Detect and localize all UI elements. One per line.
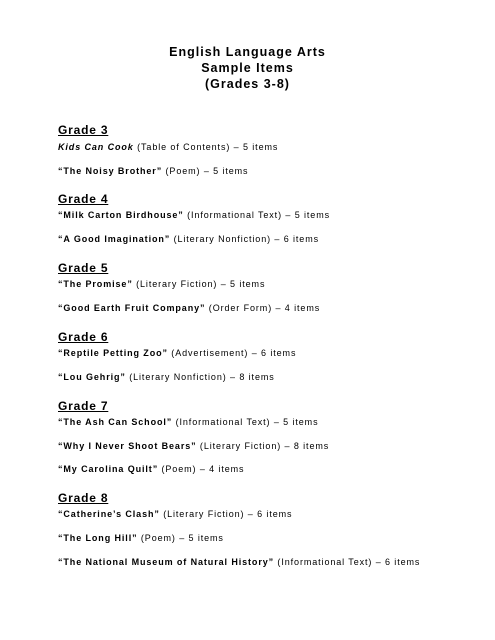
item-title: “My Carolina Quilt” [58,464,159,474]
item-detail: (Informational Text) – 5 items [172,417,319,427]
item-detail: (Advertisement) – 6 items [167,348,297,358]
list-item [58,416,318,428]
item-title: “Catherine’s Clash” [58,509,160,519]
item-detail: (Literary Nonfiction) – 8 items [125,372,275,382]
list-item [58,532,224,544]
list-item [58,440,329,452]
grade-3-heading: Grade 3 [58,123,109,137]
item-title: “A Good Imagination” [58,234,171,244]
list-item [58,371,275,383]
list-item [58,347,296,359]
item-detail: (Literary Fiction) – 8 items [196,441,330,451]
grade-5-section [58,261,478,313]
list-item [58,278,265,290]
item-title: “Lou Gehrig” [58,372,126,382]
grade-8-section [58,491,478,567]
title-line-3: (Grades 3-8) [205,77,290,91]
list-item [58,233,319,245]
grade-6-heading: Grade 6 [58,330,109,344]
item-detail: (Literary Nonfiction) – 6 items [170,234,320,244]
grade-6-section [58,330,478,382]
grade-7-heading: Grade 7 [58,399,109,413]
list-item [58,463,244,475]
grade-8-heading: Grade 8 [58,491,109,505]
list-item [58,209,330,221]
item-title: Kids Can Cook [58,142,134,152]
item-title: “Milk Carton Birdhouse” [58,210,184,220]
item-detail: (Order Form) – 4 items [205,303,321,313]
item-title: “The Long Hill” [58,533,138,543]
item-title: “Why I Never Shoot Bears” [58,441,197,451]
item-detail: (Informational Text) – 6 items [274,557,421,567]
item-detail: (Poem) – 4 items [158,464,245,474]
grade-4-heading: Grade 4 [58,192,109,206]
grade-3-section [58,123,478,176]
item-title: “The Noisy Brother” [58,166,163,176]
grade-4-section [58,192,478,244]
item-detail: (Informational Text) – 5 items [183,210,330,220]
list-item [58,302,320,314]
item-title: “The Ash Can School” [58,417,173,427]
list-item [58,508,292,520]
list-item [58,556,420,568]
item-title: “The National Museum of Natural History” [58,557,275,567]
item-detail: (Literary Fiction) – 6 items [159,509,293,519]
item-title: “The Promise” [58,279,133,289]
list-item [58,165,248,177]
item-detail: (Table of Contents) – 5 items [133,142,279,152]
grade-5-heading: Grade 5 [58,261,109,275]
item-detail: (Poem) – 5 items [137,533,224,543]
item-title: “Reptile Petting Zoo” [58,348,168,358]
item-detail: (Literary Fiction) – 5 items [132,279,266,289]
list-item [58,141,278,153]
item-title: “Good Earth Fruit Company” [58,303,206,313]
title-line-1: English Language Arts [169,45,326,59]
grade-7-section [58,399,478,474]
document-title [0,44,495,92]
title-line-2: Sample Items [201,61,294,75]
item-detail: (Poem) – 5 items [162,166,249,176]
